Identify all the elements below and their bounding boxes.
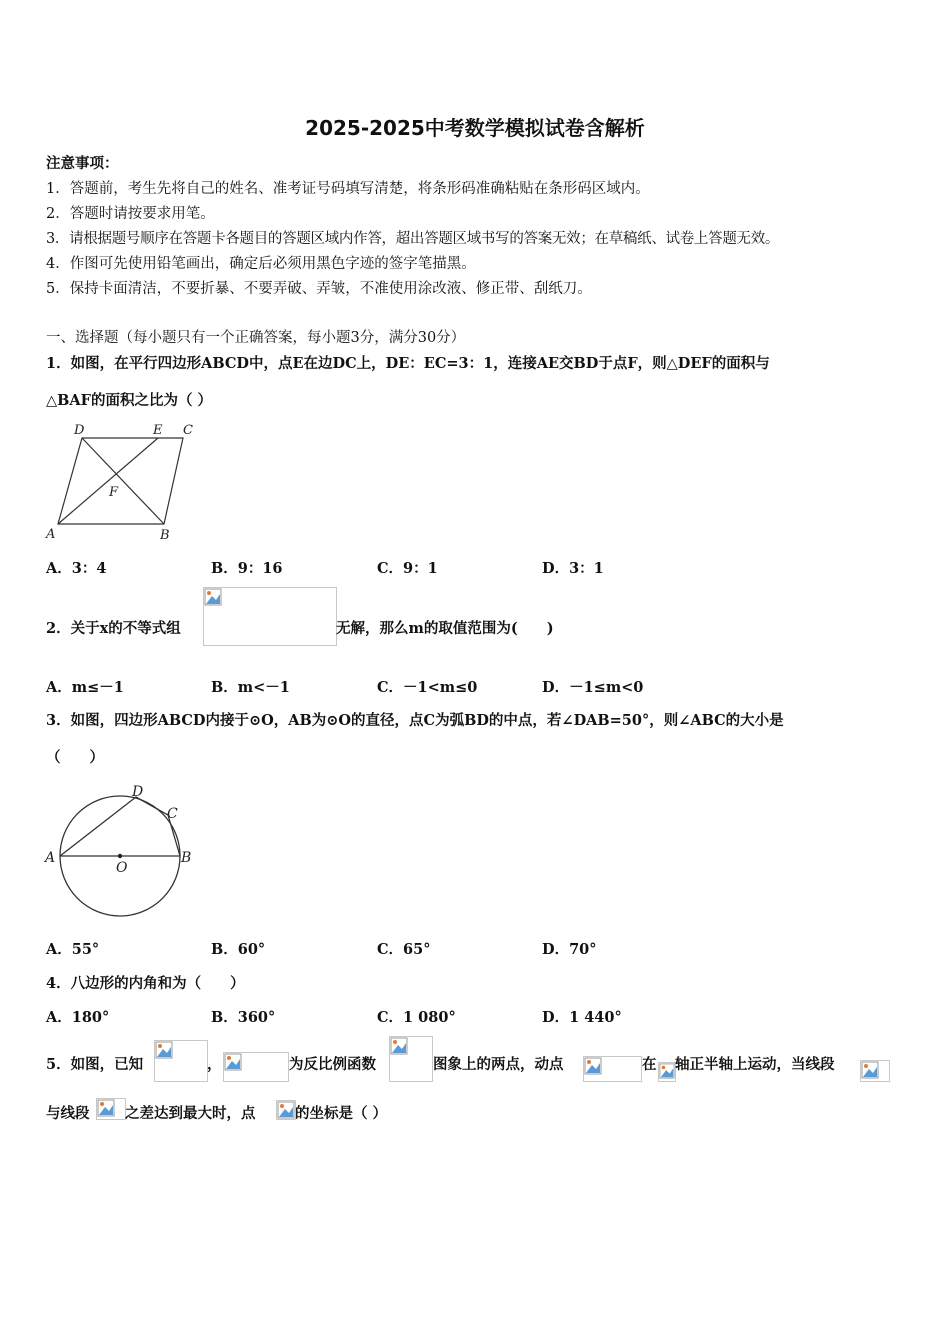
label-b: B	[160, 528, 170, 543]
q5-segment-2-image	[96, 1098, 126, 1120]
q5-line2-b: 之差达到最大时，点	[125, 1105, 256, 1122]
broken-image-icon	[155, 1041, 173, 1059]
label-f: F	[109, 485, 119, 500]
q5-seg2: ，	[207, 1056, 222, 1073]
q1-text-line1: 1．如图，在平行四边形ABCD中，点E在边DC上，DE：EC=3：1，连接AE交BD于点F，则△DEF的面积与	[46, 355, 770, 372]
q3-option-b[interactable]: B．60°	[211, 941, 266, 958]
broken-image-icon	[584, 1057, 602, 1075]
broken-image-icon	[390, 1037, 408, 1055]
parallelogram-abcd	[58, 438, 183, 524]
q3-option-c[interactable]: C．65°	[377, 941, 431, 958]
label-b: B	[181, 850, 192, 866]
segment-ae	[58, 438, 158, 524]
q2-option-c[interactable]: C．－1<m≤0	[377, 679, 478, 696]
q2-option-b[interactable]: B．m<－1	[211, 679, 290, 696]
q4-text: 4．八边形的内角和为（ ）	[46, 975, 245, 992]
notice-item: 1．答题前，考生先将自己的姓名、准考证号码填写清楚，将条形码准确粘贴在条形码区域内。	[46, 181, 650, 197]
q5-point-b-image	[223, 1052, 289, 1082]
label-c: C	[167, 806, 178, 822]
q4-option-d[interactable]: D．1 440°	[542, 1009, 622, 1026]
q2-option-a[interactable]: A．m≤－1	[46, 679, 124, 696]
q5-segment-1-image	[860, 1060, 890, 1082]
q5-seg5: 在	[642, 1056, 657, 1073]
q2-inequality-image	[203, 587, 337, 646]
broken-image-icon	[861, 1061, 879, 1079]
q3-text-line2: （ ）	[46, 749, 104, 766]
q3-circle-figure	[42, 782, 197, 920]
q5-seg1: 5．如图，已知	[46, 1056, 144, 1073]
broken-image-icon	[97, 1099, 115, 1117]
label-a: A	[46, 527, 56, 542]
label-d: D	[132, 784, 144, 800]
q5-function-image	[389, 1036, 433, 1082]
broken-image-icon	[277, 1101, 295, 1119]
q1-option-b[interactable]: B．9：16	[211, 560, 283, 577]
notice-item: 4．作图可先使用铅笔画出，确定后必须用黑色字迹的签字笔描黑。	[46, 256, 476, 272]
q5-line2-c: 的坐标是（ ）	[295, 1105, 388, 1122]
label-o: O	[116, 860, 128, 876]
q2-text-b: 无解，那么m的取值范围为( )	[336, 620, 554, 637]
label-a: A	[45, 850, 56, 866]
q5-point-p-image	[583, 1056, 642, 1082]
q4-option-c[interactable]: C．1 080°	[377, 1009, 456, 1026]
q3-option-a[interactable]: A．55°	[46, 941, 100, 958]
label-e: E	[153, 423, 163, 438]
q5-axis-image	[658, 1062, 676, 1082]
notice-item: 2．答题时请按要求用笔。	[46, 206, 215, 222]
label-d: D	[74, 423, 85, 438]
q5-seg6: 轴正半轴上运动，当线段	[675, 1056, 835, 1073]
q5-seg3: 为反比例函数	[289, 1056, 376, 1073]
broken-image-icon	[224, 1053, 242, 1071]
page-title: 2025-2025中考数学模拟试卷含解析	[305, 116, 645, 140]
center-point	[118, 854, 122, 858]
label-c: C	[183, 423, 193, 438]
chord-path-adcb	[60, 797, 180, 856]
q1-option-a[interactable]: A．3：4	[46, 560, 107, 577]
notice-item: 5．保持卡面清洁，不要折暴、不要弄破、弄皱，不准使用涂改液、修正带、刮纸刀。	[46, 281, 592, 297]
broken-image-icon	[204, 588, 222, 606]
q3-option-d[interactable]: D．70°	[542, 941, 597, 958]
broken-image-icon	[659, 1063, 675, 1079]
q5-point-p2-image	[276, 1100, 296, 1120]
q5-seg4: 图象上的两点，动点	[433, 1056, 564, 1073]
q1-text-line2: △BAF的面积之比为（ ）	[46, 392, 212, 409]
q4-option-a[interactable]: A．180°	[46, 1009, 110, 1026]
q4-option-b[interactable]: B．360°	[211, 1009, 276, 1026]
q1-parallelogram-figure	[40, 418, 200, 546]
q5-line2-a: 与线段	[46, 1105, 90, 1122]
diagonal-bd	[82, 438, 164, 524]
q1-option-d[interactable]: D．3：1	[542, 560, 604, 577]
notice-item: 3．请根据题号顺序在答题卡各题目的答题区域内作答，超出答题区域书写的答案无效；在草稿纸、试卷上答题无效。	[46, 231, 780, 247]
q2-option-d[interactable]: D．－1≤m<0	[542, 679, 644, 696]
q3-text-line1: 3．如图，四边形ABCD内接于⊙O，AB为⊙O的直径，点C为弧BD的中点，若∠DAB=50°，则∠ABC的大小是	[46, 712, 784, 729]
notice-heading: 注意事项：	[46, 155, 119, 172]
q2-text-a: 2．关于x的不等式组	[46, 620, 181, 637]
q1-option-c[interactable]: C．9：1	[377, 560, 438, 577]
q5-point-a-image	[154, 1040, 208, 1082]
section-heading: 一、选择题（每小题只有一个正确答案，每小题3分，满分30分）	[46, 330, 466, 346]
